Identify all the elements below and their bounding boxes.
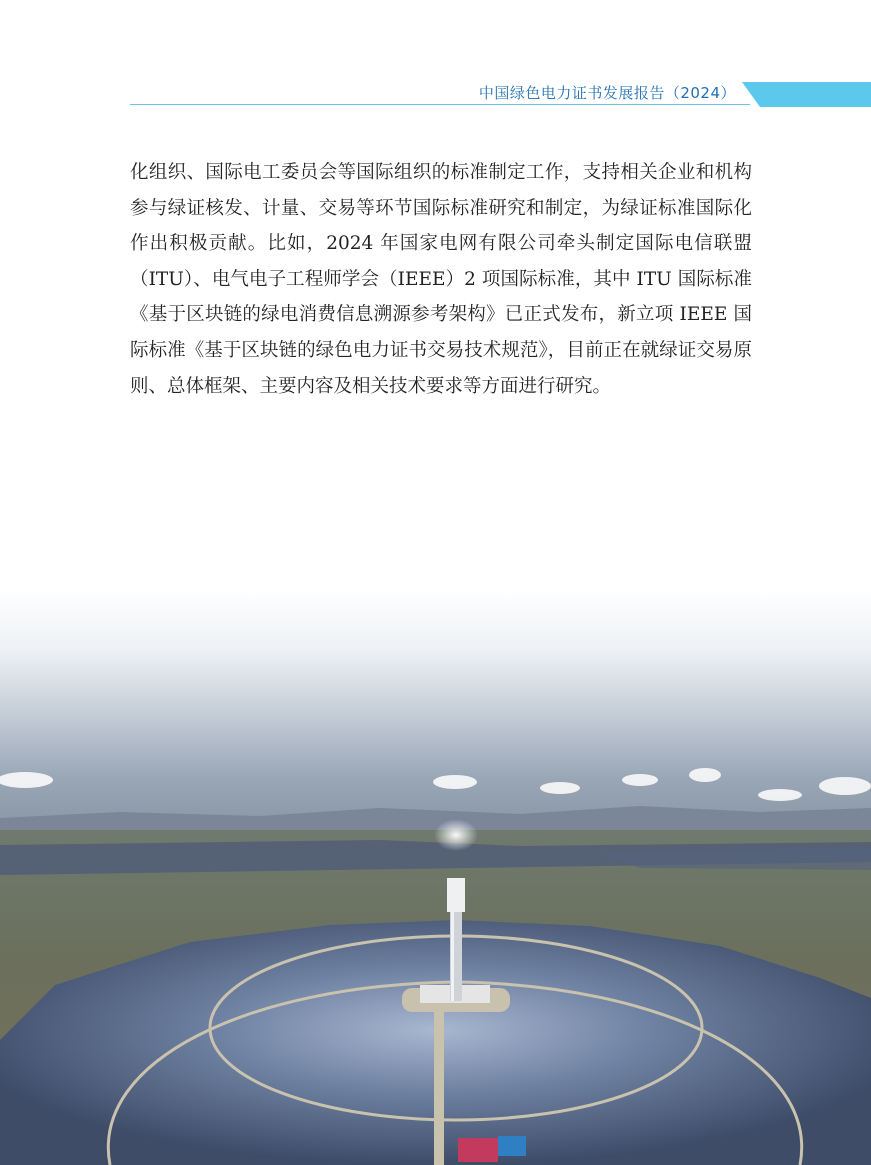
header-accent-tab <box>742 82 871 107</box>
page-header <box>0 0 871 110</box>
report-title: 中国绿色电力证书发展报告（2024） <box>478 84 736 102</box>
header-rule <box>130 104 750 105</box>
body-paragraph: 化组织、国际电工委员会等国际组织的标准制定工作，支持相关企业和机构参与绿证核发、计量、交易等环节国际标准研究和制定，为绿证标准国际化作出积极贡献。比如，2024 年国家电网有限公司牵头制定国际电信联盟（ITU）、电气电子工程师学会（IEEE）2 项国际标准，其中 ITU 国际标准《基于区块链的绿电消费信息溯源参考架构》已正式发布，新立项 IEEE 国际标准《基于区块链的绿色电力证书交易技术规范》，目前正在就绿证交易原则、总体框架、主要内容及相关技术要求等方面进行研究。 <box>130 162 752 397</box>
solar-thermal-tower-plant-photo <box>0 590 871 1165</box>
